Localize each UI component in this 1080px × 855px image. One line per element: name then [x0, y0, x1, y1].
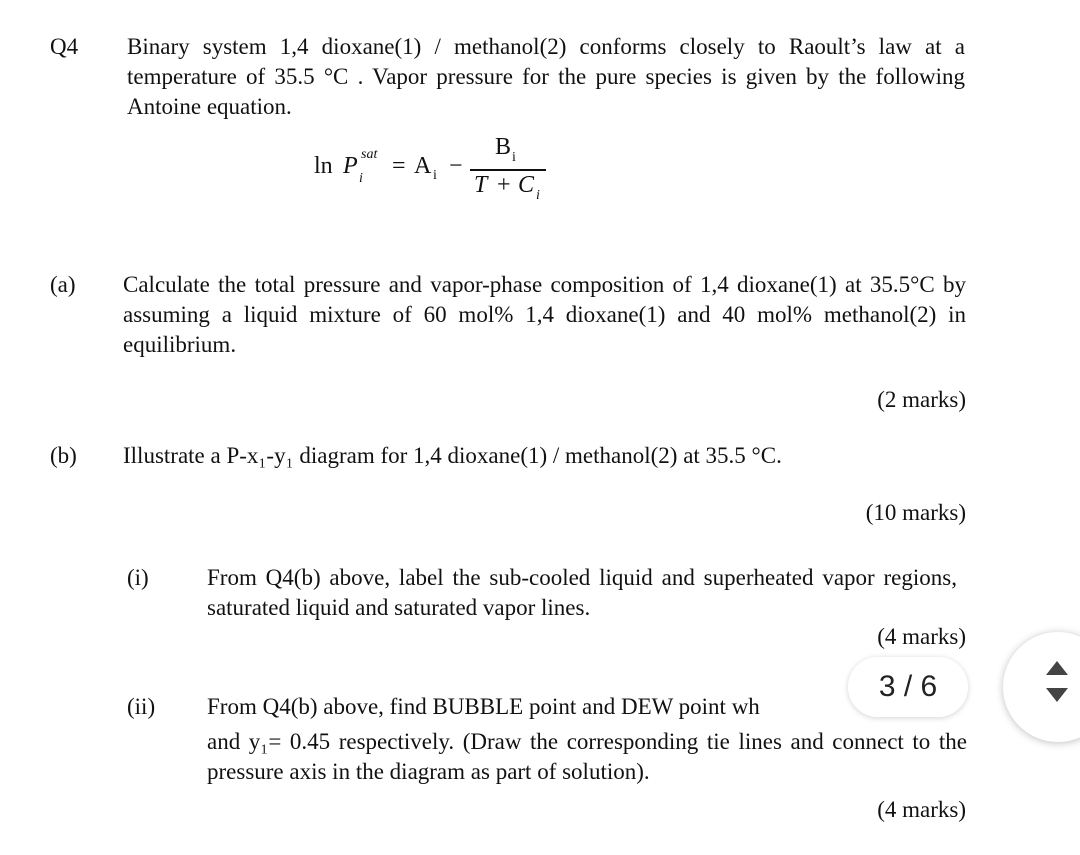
eq-c: C — [518, 172, 535, 198]
eq-sub-c: i — [536, 188, 540, 203]
eq-a: A — [414, 153, 432, 179]
part-b-ii-text-line1: From Q4(b) above, find BUBBLE point and DEW point wh — [207, 694, 760, 719]
part-b-marks: (10 marks) — [865, 500, 966, 525]
part-b-ii-text-rest: and y₁= 0.45 respectively. (Draw the corresponding tie lines and connect to the pressure axis in the diagram as part of solution). — [207, 729, 967, 784]
eq-minus: − — [449, 153, 463, 179]
eq-sub-a: i — [433, 168, 437, 183]
question-intro: Binary system 1,4 dioxane(1) / methanol(2) conforms closely to Raoult’s law at a temperature of 35.5 °C . Vapor pressure for the pure species is given by the following Antoine equation. — [127, 34, 965, 119]
part-b-i-marks: (4 marks) — [877, 624, 966, 649]
eq-p: P — [343, 153, 358, 179]
part-b-ii-label: (ii) — [127, 694, 156, 719]
part-a-marks: (2 marks) — [877, 387, 966, 412]
scroll-up-arrow-icon[interactable] — [1046, 661, 1068, 675]
eq-plus: + — [497, 172, 511, 198]
question-number: Q4 — [50, 34, 79, 59]
eq-b: B — [495, 134, 512, 160]
part-b-i-text: From Q4(b) above, label the sub-cooled liquid and superheated vapor regions, saturated liquid and saturated vapor lines. — [207, 565, 957, 620]
part-b-i-label: (i) — [127, 565, 149, 590]
part-b-label: (b) — [50, 443, 77, 468]
page-scroll-handle[interactable] — [1003, 632, 1080, 742]
scroll-down-arrow-icon[interactable] — [1046, 688, 1068, 702]
part-a-label: (a) — [50, 272, 76, 297]
fraction-bar — [470, 169, 546, 171]
part-b-ii-marks: (4 marks) — [877, 797, 966, 822]
eq-ln: ln — [314, 153, 333, 179]
part-a-text: Calculate the total pressure and vapor-phase composition of 1,4 dioxane(1) at 35.5°C by assuming a liquid mixture of 60 mol% 1,4 dioxane(1) and 40 mol% methanol(2) in equilibrium. — [123, 272, 966, 357]
page-indicator: 3 / 6 — [848, 657, 968, 717]
eq-sub-p: i — [359, 171, 363, 186]
part-b-text: Illustrate a P-x₁-y₁ diagram for 1,4 dioxane(1) / methanol(2) at 35.5 °C. — [123, 443, 782, 468]
eq-sub-b: i — [512, 150, 516, 165]
eq-equals: = — [392, 153, 406, 179]
eq-sat: sat — [361, 147, 378, 162]
eq-t: T — [474, 172, 488, 198]
